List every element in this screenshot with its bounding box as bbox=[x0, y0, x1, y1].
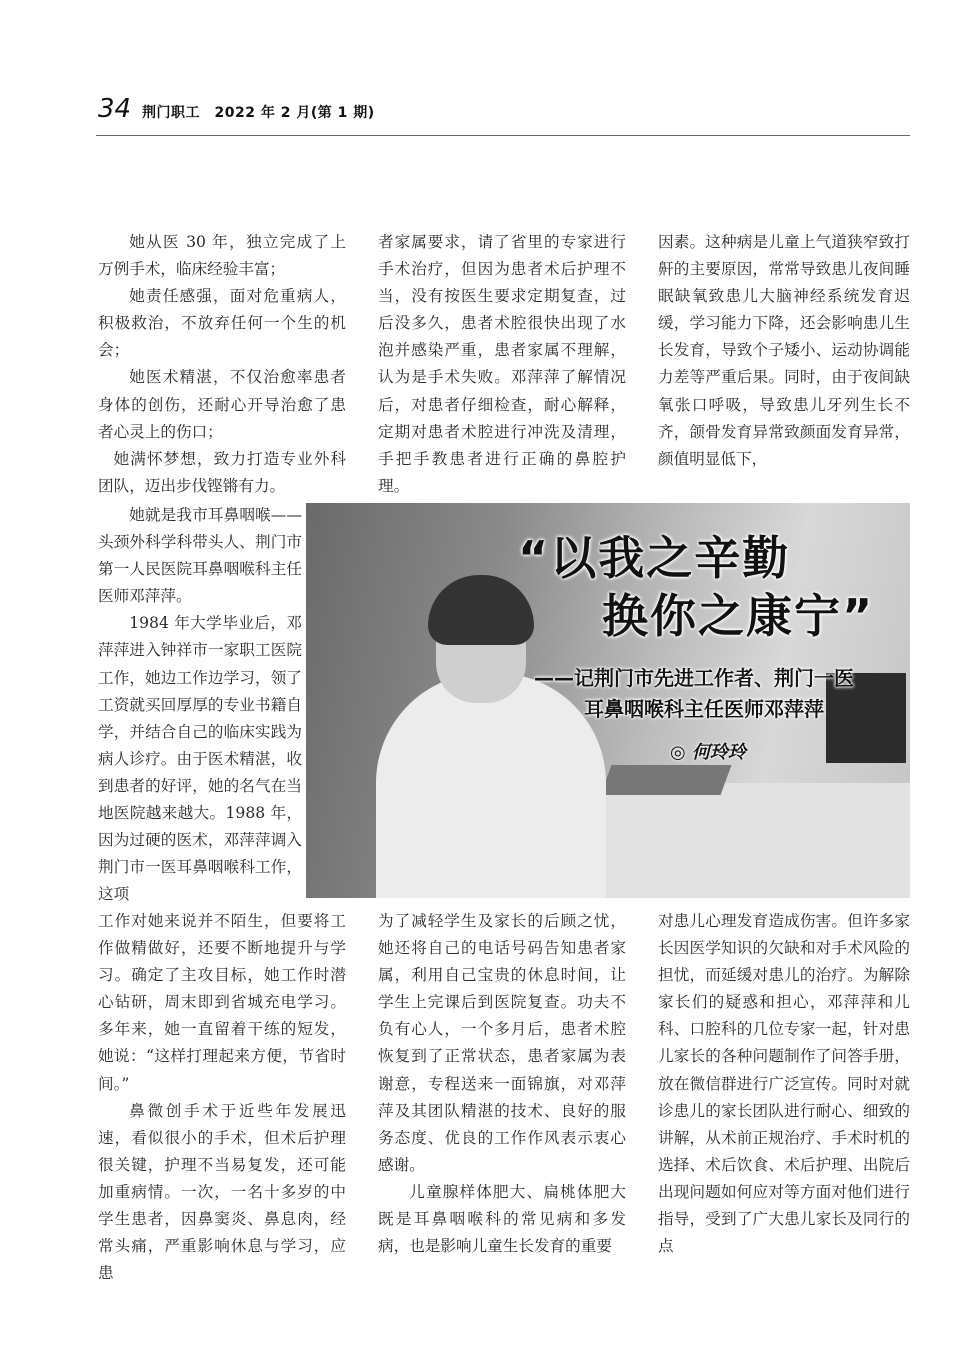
column2-top bbox=[378, 229, 626, 500]
paragraph: 1984 年大学毕业后，邓萍萍进入钟祥市一家职工医院工作，她边工作边学习，领了工资就买回厚厚的专业书籍自学，并结合自己的临床实践为病人诊疗。由于医术精湛，收到患者的好评，她的名气在当地医院越来越大。1988 年，因为过硬的医术，邓萍萍调入荆门市一医耳鼻咽喉科工作，这项 bbox=[98, 614, 302, 904]
paragraph: 对患儿心理发育造成伤害。但许多家长因医学知识的欠缺和对手术风险的担忧，而延缓对患儿的治疗。为解除家长们的疑惑和担心，邓萍萍和儿科、口腔科的几位专家一起，针对患儿家长的各种问题制作了问答手册，放在微信群进行广泛宣传。同时对就诊患儿的家长团队进行耐心、细致的讲解，从术前正规治疗、手术时机的选择、术后饮食、术后护理、出院后出现问题如何应对等方面对他们进行指导，受到了广大患儿家长及同行的点 bbox=[658, 912, 910, 1256]
header-rule bbox=[96, 135, 910, 136]
column3-top bbox=[658, 229, 910, 473]
paragraph: 为了减轻学生及家长的后顾之忧，她还将自己的电话号码告知患者家属，利用自己宝贵的休息时间，让学生上完课后到医院复查。功夫不负有心人，一个多月后，患者术腔恢复到了正常状态，患者家属为表谢意，专程送来一面锦旗，对邓萍萍及其团队精湛的技术、良好的服务态度、优良的工作作风表示衷心感谢。 bbox=[378, 912, 626, 1174]
white-coat-shape bbox=[376, 673, 606, 898]
column2-bottom bbox=[378, 908, 626, 1260]
paragraph: 她满怀梦想，致力打造专业外科团队，迈出步伐铿锵有力。 bbox=[98, 449, 346, 495]
publication-info: 荆门职工 2022 年 2 月(第 1 期) bbox=[142, 105, 375, 121]
paragraph: 她责任感强，面对危重病人，积极救治，不放弃任何一个生的机会； bbox=[98, 287, 346, 360]
paragraph: 儿童腺样体肥大、扁桃体肥大既是耳鼻咽喉科的常见病和多发病，也是影响儿童生长发育的重要 bbox=[378, 1182, 626, 1256]
desk-shape bbox=[586, 783, 910, 898]
column1-top bbox=[98, 229, 346, 500]
article-subtitle-line1: ——记荆门市先进工作者、荆门一医 bbox=[534, 666, 854, 690]
page-number: 34 bbox=[98, 94, 132, 124]
article-author: ◎ 何玲玲 bbox=[670, 742, 746, 763]
paragraph: 她从医 30 年，独立完成了上万例手术，临床经验丰富； bbox=[98, 233, 346, 279]
paragraph: 她就是我市耳鼻咽喉——头颈外科学科带头人、荆门市第一人民医院耳鼻咽喉科主任医师邓萍萍。 bbox=[98, 506, 302, 606]
paragraph: 因素。这种病是儿童上气道狭窄致打鼾的主要原因，常常导致患儿夜间睡眠缺氧致患儿大脑神经系统发育迟缓，学习能力下降，还会影响患儿生长发育，导致个子矮小、运动协调能力差等严重后果。同时，由于夜间缺氧张口呼吸，导致患儿牙列生长不齐，颌骨发育异常致颜面发育异常，颜值明显低下， bbox=[658, 233, 910, 468]
page-header bbox=[96, 92, 910, 132]
article-subtitle-line2: 耳鼻咽喉科主任医师邓萍萍 bbox=[584, 697, 824, 721]
paragraph: 鼻微创手术于近些年发展迅速，看似很小的手术，但术后护理很关键，护理不当易复发，还可能加重病情。一次，一名十多岁的中学生患者，因鼻窦炎、鼻息肉，经常头痛，严重影响休息与学习，应患 bbox=[98, 1101, 346, 1283]
paragraph: 工作对她来说并不陌生，但要将工作做精做好，还要不断地提升与学习。确定了主攻目标，她工作时潜心钻研，周末即到省城充电学习。多年来，她一直留着干练的短发，她说：“这样打理起来方便，节省时间。” bbox=[98, 912, 346, 1093]
article-title-line1: “以我之辛勤 bbox=[518, 531, 791, 585]
column1-middle bbox=[98, 502, 302, 908]
paragraph: 她医术精湛，不仅治愈率患者身体的创伤，还耐心开导治愈了患者心灵上的伤口； bbox=[98, 368, 346, 441]
column1-bottom bbox=[98, 908, 346, 1287]
column3-bottom bbox=[658, 908, 910, 1260]
paragraph: 者家属要求，请了省里的专家进行手术治疗，但因为患者术后护理不当，没有按医生要求定期复查，过后没多久，患者术腔很快出现了水泡并感染严重，患者家属不理解，认为是手术失败。邓萍萍了解情况后，对患者仔细检查，耐心解释，定期对患者术腔进行冲洗及清理，手把手教患者进行正确的鼻腔护理。 bbox=[378, 233, 626, 495]
keyboard-shape bbox=[601, 765, 732, 795]
article-title-line2: 换你之康宁” bbox=[602, 589, 875, 643]
